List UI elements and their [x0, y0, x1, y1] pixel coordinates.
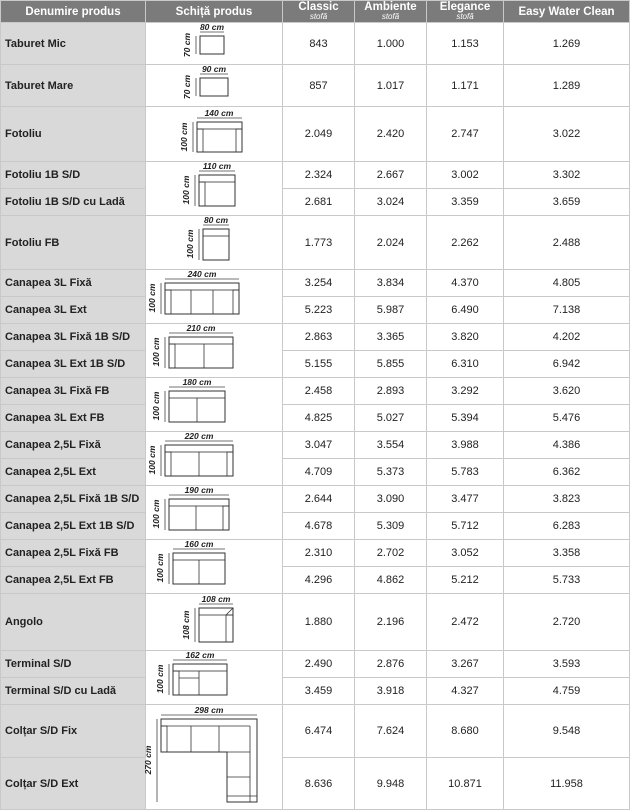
sketch-height-label: 100 cm [181, 175, 191, 205]
price-elegance: 10.871 [427, 758, 504, 810]
price-classic: 6.474 [283, 705, 355, 758]
price-easy-water-clean: 7.138 [504, 297, 630, 324]
price-classic: 2.863 [283, 324, 355, 351]
price-elegance: 1.171 [427, 65, 504, 107]
price-classic: 4.825 [283, 405, 355, 432]
table-row [1, 378, 630, 405]
sketch-cell [146, 324, 283, 378]
sketch-width-label: 110 cm [202, 161, 232, 171]
price-classic: 4.678 [283, 513, 355, 540]
unit-label: stofă [381, 11, 400, 21]
price-elegance: 3.359 [427, 189, 504, 216]
price-easy-water-clean: 6.283 [504, 513, 630, 540]
price-ambiente: 1.017 [355, 65, 427, 107]
sketch-width-label: 140 cm [204, 107, 234, 118]
table-row [1, 432, 630, 459]
product-name: Canapea 2,5L Ext FB [1, 567, 146, 594]
price-ambiente: 2.667 [355, 162, 427, 189]
price-classic: 2.681 [283, 189, 355, 216]
price-elegance: 2.262 [427, 216, 504, 270]
sketch-height-label: 100 cm [155, 664, 165, 694]
table-row [1, 324, 630, 351]
table-row [1, 594, 630, 651]
price-elegance: 3.052 [427, 540, 504, 567]
sketch-canapea-3l [149, 270, 279, 320]
price-elegance: 6.310 [427, 351, 504, 378]
table-row [1, 758, 630, 810]
sketch-width-label: 240 cm [187, 269, 217, 279]
table-row [1, 405, 630, 432]
header-sketch: Schiță produs [146, 1, 283, 23]
price-elegance: 2.472 [427, 594, 504, 651]
price-ambiente: 5.027 [355, 405, 427, 432]
sketch-cell [146, 378, 283, 432]
sketch-taburet-mic [149, 23, 279, 61]
product-name: Fotoliu 1B S/D cu Ladă [1, 189, 146, 216]
price-easy-water-clean: 5.476 [504, 405, 630, 432]
price-elegance: 3.988 [427, 432, 504, 459]
price-elegance: 8.680 [427, 705, 504, 758]
price-elegance: 2.747 [427, 107, 504, 162]
price-elegance: 4.327 [427, 678, 504, 705]
sketch-width-label: 108 cm [201, 593, 231, 604]
sketch-taburet-mare [149, 65, 279, 103]
price-easy-water-clean: 3.593 [504, 651, 630, 678]
price-ambiente: 3.834 [355, 270, 427, 297]
table-row [1, 459, 630, 486]
table-row [1, 513, 630, 540]
sketch-canapea-3l-1b [149, 324, 279, 374]
price-ambiente: 2.196 [355, 594, 427, 651]
price-elegance: 5.712 [427, 513, 504, 540]
product-name: Canapea 3L Ext [1, 297, 146, 324]
sketch-cell [146, 486, 283, 540]
price-elegance: 3.002 [427, 162, 504, 189]
price-elegance: 3.292 [427, 378, 504, 405]
table-row [1, 486, 630, 513]
sketch-fotoliu-1b [149, 162, 279, 212]
sketch-coltar [143, 704, 279, 806]
price-easy-water-clean: 3.823 [504, 486, 630, 513]
price-classic: 5.223 [283, 297, 355, 324]
sketch-cell [146, 540, 283, 594]
sketch-cell [146, 162, 283, 216]
price-ambiente: 2.702 [355, 540, 427, 567]
price-ambiente: 5.987 [355, 297, 427, 324]
price-classic: 1.773 [283, 216, 355, 270]
product-name: Colțar S/D Ext [1, 758, 146, 810]
table-row [1, 567, 630, 594]
product-name: Canapea 2,5L Fixă FB [1, 540, 146, 567]
price-ambiente: 2.420 [355, 107, 427, 162]
table-row [1, 270, 630, 297]
sketch-cell [146, 107, 283, 162]
product-name: Canapea 3L Fixă [1, 270, 146, 297]
product-name: Terminal S/D cu Ladă [1, 678, 146, 705]
price-easy-water-clean: 6.362 [504, 459, 630, 486]
product-name: Terminal S/D [1, 651, 146, 678]
sketch-cell [146, 23, 283, 65]
price-ambiente: 9.948 [355, 758, 427, 810]
price-ambiente: 7.624 [355, 705, 427, 758]
product-name: Taburet Mare [1, 65, 146, 107]
sketch-height-label: 70 cm [182, 74, 192, 100]
sketch-canapea-3l-fb [149, 378, 279, 428]
price-elegance: 5.783 [427, 459, 504, 486]
price-classic: 1.880 [283, 594, 355, 651]
price-classic: 2.324 [283, 162, 355, 189]
price-classic: 3.047 [283, 432, 355, 459]
price-easy-water-clean: 1.269 [504, 23, 630, 65]
price-easy-water-clean: 3.022 [504, 107, 630, 162]
price-classic: 2.310 [283, 540, 355, 567]
price-classic: 5.155 [283, 351, 355, 378]
table-row [1, 216, 630, 270]
price-easy-water-clean: 4.759 [504, 678, 630, 705]
price-easy-water-clean: 5.733 [504, 567, 630, 594]
price-elegance: 5.394 [427, 405, 504, 432]
sketch-canapea-25l-fb [149, 540, 279, 590]
sketch-height-label: 100 cm [151, 391, 161, 421]
sketch-width-label: 80 cm [199, 22, 225, 32]
product-name: Canapea 3L Ext 1B S/D [1, 351, 146, 378]
product-name: Fotoliu [1, 107, 146, 162]
price-elegance: 6.490 [427, 297, 504, 324]
price-classic: 4.709 [283, 459, 355, 486]
table-row [1, 23, 630, 65]
header-ambiente: Ambiente stofă [355, 1, 427, 23]
sketch-cell [143, 704, 283, 810]
table-row [1, 651, 630, 678]
sketch-cell [146, 594, 283, 651]
sketch-cell [146, 65, 283, 107]
price-classic: 3.254 [283, 270, 355, 297]
product-name: Taburet Mic [1, 23, 146, 65]
header-elegance: Elegance stofă [427, 1, 504, 23]
product-name: Canapea 3L Fixă 1B S/D [1, 324, 146, 351]
price-ambiente: 2.893 [355, 378, 427, 405]
price-ambiente: 5.855 [355, 351, 427, 378]
sketch-cell [146, 216, 283, 270]
sketch-height-label: 100 cm [147, 283, 157, 313]
unit-label: stofă [456, 11, 474, 21]
price-classic: 2.490 [283, 651, 355, 678]
sketch-terminal [149, 651, 279, 701]
price-classic: 843 [283, 23, 355, 65]
price-easy-water-clean: 4.202 [504, 324, 630, 351]
price-elegance: 3.267 [427, 651, 504, 678]
table-row [1, 705, 630, 758]
sketch-cell [146, 432, 283, 486]
product-name: Canapea 2,5L Fixă [1, 432, 146, 459]
header-row [1, 1, 630, 23]
product-name: Fotoliu FB [1, 216, 146, 270]
price-classic: 2.049 [283, 107, 355, 162]
price-easy-water-clean: 4.805 [504, 270, 630, 297]
sketch-width-label: 80 cm [203, 215, 229, 225]
product-name: Canapea 2,5L Fixă 1B S/D [1, 486, 146, 513]
price-easy-water-clean: 4.386 [504, 432, 630, 459]
price-easy-water-clean: 3.302 [504, 162, 630, 189]
price-classic: 4.296 [283, 567, 355, 594]
price-ambiente: 1.000 [355, 23, 427, 65]
price-ambiente: 5.373 [355, 459, 427, 486]
table-row [1, 189, 630, 216]
sketch-width-label: 180 cm [182, 377, 212, 387]
price-ambiente: 4.862 [355, 567, 427, 594]
sketch-height-label: 70 cm [182, 32, 192, 58]
sketch-width-label: 162 cm [185, 650, 215, 660]
price-elegance: 3.477 [427, 486, 504, 513]
price-elegance: 3.820 [427, 324, 504, 351]
sketch-canapea-25l-1b [149, 486, 279, 536]
sketch-height-label: 100 cm [151, 337, 161, 367]
table-row [1, 540, 630, 567]
header-product-name: Denumire produs [1, 1, 146, 23]
price-easy-water-clean: 6.942 [504, 351, 630, 378]
sketch-angolo [149, 595, 279, 647]
unit-label: stofă [309, 11, 328, 21]
sketch-width-label: 220 cm [184, 431, 214, 441]
sketch-height-label: 100 cm [147, 445, 157, 475]
price-easy-water-clean: 3.620 [504, 378, 630, 405]
price-classic: 857 [283, 65, 355, 107]
table-row [1, 162, 630, 189]
sketch-fotoliu [149, 108, 279, 158]
sketch-height-label: 100 cm [185, 229, 195, 259]
price-ambiente: 3.365 [355, 324, 427, 351]
price-ambiente: 3.554 [355, 432, 427, 459]
table-row [1, 351, 630, 378]
price-easy-water-clean: 2.720 [504, 594, 630, 651]
product-name: Canapea 2,5L Ext 1B S/D [1, 513, 146, 540]
table-row [1, 297, 630, 324]
header-easy-water-clean: Easy Water Clean [504, 1, 630, 23]
price-easy-water-clean: 3.659 [504, 189, 630, 216]
price-ambiente: 2.024 [355, 216, 427, 270]
price-ambiente: 5.309 [355, 513, 427, 540]
product-name: Canapea 2,5L Ext [1, 459, 146, 486]
header-classic: Classic stofă [283, 1, 355, 23]
sketch-canapea-25l [149, 432, 279, 482]
table-row [1, 65, 630, 107]
sketch-height-label: 100 cm [151, 499, 161, 529]
price-classic: 3.459 [283, 678, 355, 705]
price-easy-water-clean: 1.289 [504, 65, 630, 107]
sketch-width-label: 190 cm [184, 485, 214, 495]
price-easy-water-clean: 9.548 [504, 705, 630, 758]
sketch-width-label: 160 cm [184, 539, 214, 549]
sketch-height-label: 100 cm [179, 122, 189, 151]
sketch-height-label: 108 cm [181, 610, 191, 639]
price-elegance: 1.153 [427, 23, 504, 65]
product-name: Angolo [1, 594, 146, 651]
price-classic: 8.636 [283, 758, 355, 810]
sketch-fotoliu-fb [149, 216, 279, 266]
sketch-height-label: 270 cm [143, 745, 153, 774]
price-ambiente: 3.918 [355, 678, 427, 705]
price-ambiente: 3.024 [355, 189, 427, 216]
sketch-cell [146, 651, 283, 705]
price-ambiente: 3.090 [355, 486, 427, 513]
price-classic: 2.458 [283, 378, 355, 405]
price-classic: 2.644 [283, 486, 355, 513]
sketch-width-label: 298 cm [194, 704, 224, 715]
price-easy-water-clean: 2.488 [504, 216, 630, 270]
sketch-cell [146, 270, 283, 324]
sketch-width-label: 210 cm [186, 323, 216, 333]
product-name: Colțar S/D Fix [1, 705, 146, 758]
price-elegance: 5.212 [427, 567, 504, 594]
price-easy-water-clean: 11.958 [504, 758, 630, 810]
price-easy-water-clean: 3.358 [504, 540, 630, 567]
table-row [1, 107, 630, 162]
price-elegance: 4.370 [427, 270, 504, 297]
sketch-height-label: 100 cm [155, 553, 165, 583]
product-name: Fotoliu 1B S/D [1, 162, 146, 189]
product-name: Canapea 3L Fixă FB [1, 378, 146, 405]
price-ambiente: 2.876 [355, 651, 427, 678]
table-row [1, 678, 630, 705]
sketch-width-label: 90 cm [201, 64, 227, 74]
product-name: Canapea 3L Ext FB [1, 405, 146, 432]
